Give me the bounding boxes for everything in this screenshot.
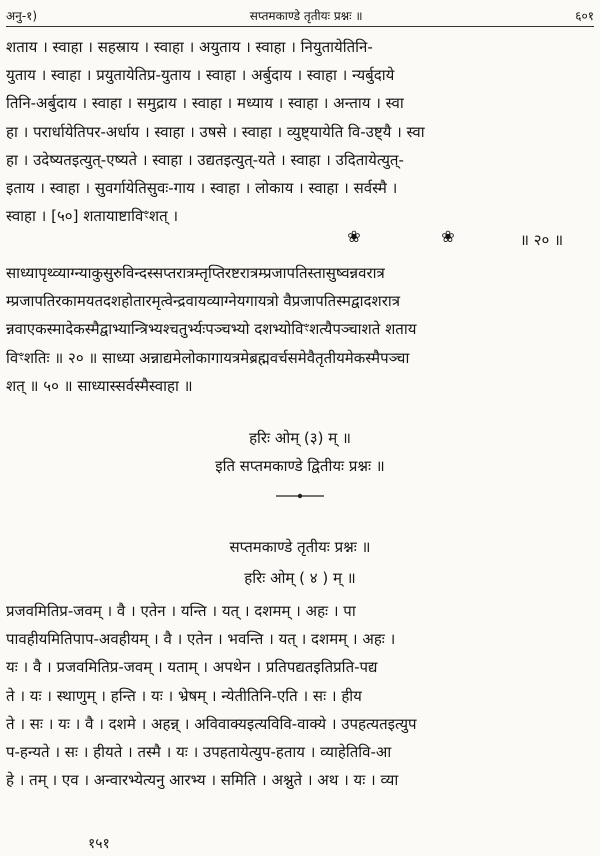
section2-text — [6, 259, 592, 400]
text-line: यः । वै । प्रजवमितिप्र-जवम् । यताम् । अपथेन । प्रतिपद्यतइतिप्रति-पद्य — [6, 658, 378, 677]
header-title: सप्तमकाण्डे तृतीयः प्रश्नः ॥ — [249, 8, 363, 23]
text-line: म्प्रजापतिरकामयतदशहोतारमृत्वेन्द्रवायव्याग्नेयगायत्रो वैप्रजापतिस्मद्वादशरात्र — [6, 292, 400, 311]
text-line: प-हन्यते । सः । हीयते । तस्मै । यः । उपहतायेत्युप-हताय । व्याहेतिवि-आ — [6, 742, 392, 761]
text-line: तिनि-अर्बुदाय । स्वाहा । समुद्राय । स्वाहा । मध्याय । स्वाहा । अन्ताय । स्वा — [6, 94, 404, 113]
text-line: युताय । स्वाहा । प्रयुतायेतिप्र-युताय । स्वाहा । अर्बुदाय । स्वाहा । न्यर्बुदाये — [6, 66, 395, 85]
text-line: प्रजवमितिप्र-जवम् । वै । एतेन । यन्ति । यत् । दशमम् । अहः । पा — [6, 602, 356, 620]
page-header — [6, 4, 594, 27]
text-line: शताय । स्वाहा । सहस्राय । स्वाहा । अयुताय । स्वाहा । नियुतायेतिनि- — [6, 38, 373, 56]
flower-ornament-icon: ❀ — [347, 227, 361, 246]
text-line: इताय । स्वाहा । सुवर्गायेतिसुवः-गाय । स्वाहा । लोकाय । स्वाहा । सर्वस्मै । — [6, 178, 398, 197]
invocation-line: हरिः ओम् ( ४ ) म् ॥ — [244, 569, 356, 587]
text-line: शत् ॥ ५० ॥ साध्यास्सर्वस्मैस्वाहा ॥ — [6, 376, 193, 395]
flower-ornament-icon: ❀ — [441, 227, 455, 246]
section1-text — [6, 33, 592, 230]
text-line: विꣳशतिः ॥ २० ॥ साध्या अन्नाद्यमेलोकागायत्रमेब्रह्मवर्चसमेवैतृतीयमेकस्मैपञ्चा — [6, 348, 410, 367]
text-line: हा । परार्धायेतिपर-अर्धाय । स्वाहा । उषसे । स्वाहा । व्युष्ट्यायेति वि-उष्ट्यै । स्वा — [6, 122, 425, 141]
last-line-text: स्वाहा । [५०] शतायाष्टाविꣳशत् । — [6, 207, 179, 226]
chapter-closing: इति सप्तमकाण्डे द्वितीयः प्रश्नः ॥ — [215, 457, 385, 475]
text-line: हा । उदेष्यतइत्युत्-एष्यते । स्वाहा । उद्यतइत्युत्-यते । स्वाहा । उदितायेत्युत्- — [6, 150, 404, 169]
chapter-heading: सप्तमकाण्डे तृतीयः प्रश्नः ॥ — [229, 538, 371, 556]
text-line: हे । तम् । एव । अन्वारभ्येत्यनु आरभ्य । समिति । अश्नुते । अथ । यः । व्या — [6, 771, 399, 790]
text-line — [6, 202, 592, 230]
text-line: साध्यापृथ्व्याग्न्याकुसुरुविन्दस्सप्तरात्रम्तृप्तिरष्टरात्रम्प्रजापतिस्तासुष्वन्नवरात्र — [6, 264, 385, 282]
section-divider — [276, 492, 324, 500]
text-line: पावहीयमितिपाप-अवहीयम् । वै । एतेन । भवन्ति । यत् । दशमम् । अहः । — [6, 630, 396, 649]
text-line: न्नवाएकस्मादेकस्मैद्वाभ्यान्त्रिभ्यश्चतुर्भ्यःपञ्चभ्यो दशभ्योविꣳशत्यैपञ्चाशते शताय — [6, 320, 417, 339]
header-section-ref: अनु-१) — [6, 8, 38, 23]
text-line: ते । यः । स्थाणुम् । हन्ति । यः । भ्रेषम् । न्येतीतिनि-एति । सः । हीय — [6, 686, 362, 705]
text-line: ते । सः । यः । वै । दशमे । अहन्न् । अविवाक्यइत्यविवि-वाक्ये । उपहत्यतइत्युप — [6, 714, 417, 733]
verse-end-mark: ॥ २० ॥ — [520, 231, 564, 249]
header-page-number: ६०१ — [575, 8, 594, 23]
footer-page-number: १५१ — [88, 836, 110, 852]
invocation-line: हरिः ओम् (३) म् ॥ — [249, 429, 351, 447]
section3-text — [6, 597, 592, 794]
